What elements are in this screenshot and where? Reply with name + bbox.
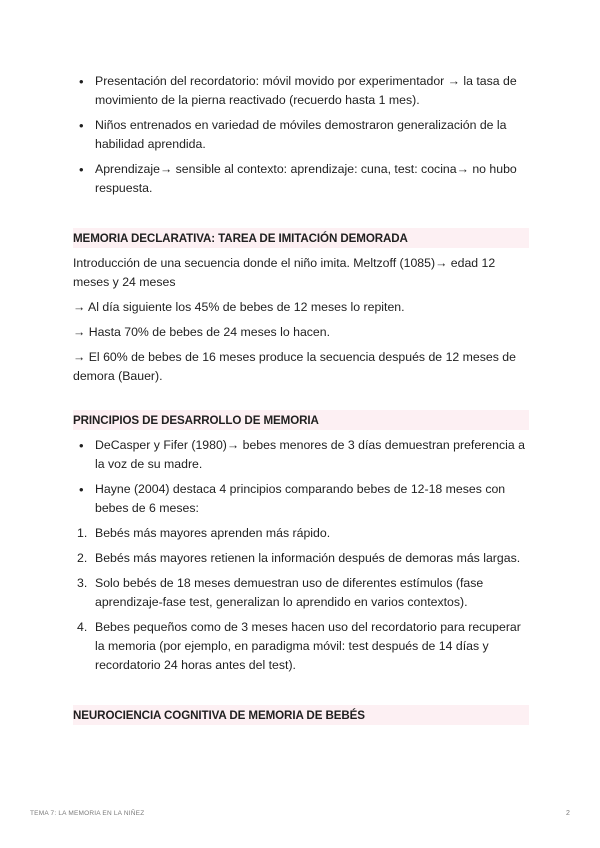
page-content: [73, 72, 529, 725]
section-heading-principios: PRINCIPIOS DE DESARROLLO DE MEMORIA: [73, 410, 529, 430]
list-item: • Presentación del recordatorio: móvil movido por experimentador → la tasa de movimiento de la pierna reactivado (recuerdo hasta 1 mes).: [73, 72, 529, 110]
numbered-item: 1. Bebés más mayores aprenden más rápido.: [77, 526, 331, 540]
paragraph: → El 60% de bebes de 16 meses produce la secuencia después de 12 meses de demora (Bauer).: [73, 350, 516, 383]
section-heading-memoria-declarativa: MEMORIA DECLARATIVA: TAREA DE IMITACIÓN DEMORADA: [73, 228, 529, 248]
paragraph: → Al día siguiente los 45% de bebes de 12 meses lo repiten.: [73, 300, 405, 314]
list-item: • Hayne (2004) destaca 4 principios comparando bebes de 12-18 meses con bebes de 6 meses:: [73, 480, 529, 518]
numbered-item: 2. Bebés más mayores retienen la información después de demoras más largas.: [77, 551, 521, 565]
page-number: 2: [566, 810, 570, 817]
list-item: • DeCasper y Fifer (1980)→ bebes menores de 3 días demuestran preferencia a la voz de su madre.: [73, 436, 529, 474]
principios-bullet-list: [73, 436, 529, 518]
paragraph: → Hasta 70% de bebes de 24 meses lo hacen.: [73, 325, 331, 339]
paragraph: Introducción de una secuencia donde el niño imita. Meltzoff (1085)→ edad 12 meses y 24 meses: [73, 256, 496, 289]
section-heading-neurociencia: NEUROCIENCIA COGNITIVA DE MEMORIA DE BEBÉS: [73, 705, 529, 725]
principios-numbered-list: [73, 524, 529, 675]
list-item: • Aprendizaje→ sensible al contexto: aprendizaje: cuna, test: cocina→ no hubo respuesta.: [73, 160, 529, 198]
numbered-item: 4. Bebes pequeños como de 3 meses hacen uso del recordatorio para recuperar la memoria (por ejemplo, en paradigma móvil: test después de 14 días y recordatorio 24 horas antes del test).: [77, 620, 521, 672]
list-item: • Niños entrenados en variedad de móviles demostraron generalización de la habilidad aprendida.: [73, 116, 529, 154]
intro-bullet-list: [73, 72, 529, 198]
numbered-item: 3. Solo bebés de 18 meses demuestran uso de diferentes estímulos (fase aprendizaje-fase test, generalizan lo aprendido en varios contextos).: [77, 576, 484, 609]
footer-title: TEMA 7: LA MEMORIA EN LA NIÑEZ: [30, 810, 145, 817]
